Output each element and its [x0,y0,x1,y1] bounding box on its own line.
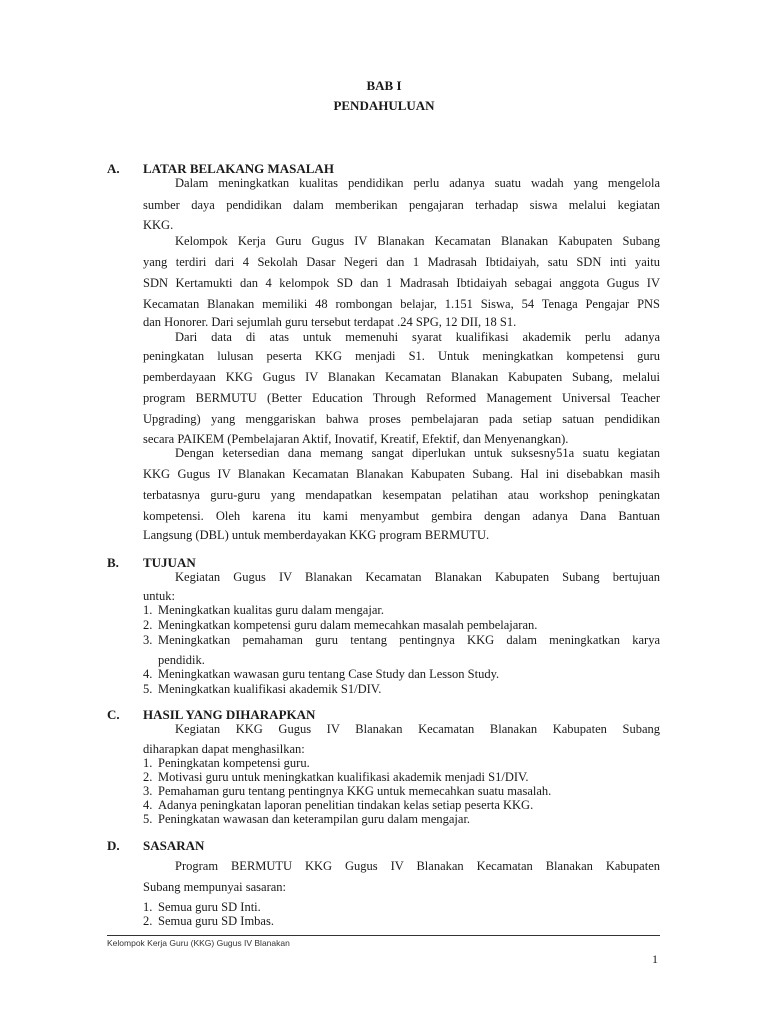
section-d-intro-line: Program BERMUTU KKG Gugus IV Blanakan Kecamatan Blanakan Kabupaten [175,859,660,873]
section-a-letter: A. [107,161,120,176]
section-d-letter: D. [107,838,120,853]
list-item: Peningkatan kompetensi guru. [158,756,310,770]
section-a-paragraph-line: Dari data di atas untuk memenuhi syarat kualifikasi akademik perlu adanya [175,330,660,344]
list-item-number: 5. [143,682,153,696]
footer-divider [107,935,660,936]
section-a-title: LATAR BELAKANG MASALAH [143,161,334,176]
list-item: Semua guru SD Inti. [158,900,261,914]
footer-text: Kelompok Kerja Guru (KKG) Gugus IV Blanakan [107,938,290,948]
section-c-letter: C. [107,707,120,722]
section-d-title: SASARAN [143,838,205,853]
section-a-paragraph-line: Dalam meningkatkan kualitas pendidikan perlu adanya suatu wadah yang mengelola [175,176,660,190]
section-a-paragraph-line: Upgrading) yang menggariskan bahwa proses pembelajaran pada setiap satuan pendidikan [143,412,660,426]
section-a-paragraph-line: kompetensi. Oleh karena itu kami menyambut gembira dengan adanya Dana Bantuan [143,509,660,523]
section-a-paragraph-line: terbatasnya guru-guru yang mendapatkan kesempatan pelatihan atau workshop peningkatan [143,488,660,502]
list-item-number: 5. [143,812,153,826]
list-item-continuation: pendidik. [158,653,205,667]
list-item: Meningkatkan kompetensi guru dalam memecahkan masalah pembelajaran. [158,618,538,632]
section-d-intro-line: Subang mempunyai sasaran: [143,880,287,894]
list-item-number: 2. [143,914,153,928]
page-number: 1 [652,952,658,966]
section-a-paragraph-line: Dengan ketersedian dana memang sangat diperlukan untuk suksesny51a suatu kegiatan [175,446,660,460]
list-item: Motivasi guru untuk meningkatkan kualifikasi akademik menjadi S1/DIV. [158,770,529,784]
list-item: Meningkatkan pemahaman guru tentang pentingnya KKG dalam meningkatkan karya [158,633,660,647]
section-a-paragraph-line: pemberdayaan KKG Gugus IV Blanakan Kecamatan Blanakan Kabupaten Subang, melalui [143,370,660,384]
list-item-number: 1. [143,900,153,914]
section-a-paragraph-line: yang terdiri dari 4 Sekolah Dasar Negeri dan 1 Madrasah Ibtidaiyah, satu SDN inti yaitu [143,255,660,269]
section-b-letter: B. [107,555,119,570]
list-item: Meningkatkan kualitas guru dalam mengajar. [158,603,384,617]
section-b-intro-line: untuk: [143,589,175,603]
chapter-label: BAB I [366,78,402,93]
section-a-paragraph-line: KKG Gugus IV Blanakan Kecamatan Blanakan Kabupaten Subang. Hal ini disebabkan masih [143,467,660,481]
section-a-paragraph-line: Kelompok Kerja Guru Gugus IV Blanakan Kecamatan Blanakan Kabupaten Subang [175,234,660,248]
section-a-paragraph-line: program BERMUTU (Better Education Through Reformed Management Universal Teacher [143,391,660,405]
list-item: Peningkatan wawasan dan keterampilan guru dalam mengajar. [158,812,471,826]
section-c-intro-line: diharapkan dapat menghasilkan: [143,742,305,756]
section-c-intro-line: Kegiatan KKG Gugus IV Blanakan Kecamatan Blanakan Kabupaten Subang [175,722,660,736]
section-a-paragraph-line: KKG. [143,218,174,232]
list-item: Adanya peningkatan laporan penelitian tindakan kelas setiap peserta KKG. [158,798,534,812]
list-item-number: 3. [143,784,153,798]
section-a-paragraph-line: Kecamatan Blanakan memiliki 48 rombongan belajar, 1.151 Siswa, 54 Tenaga Pengajar PNS [143,297,660,311]
list-item-number: 3. [143,633,153,647]
section-a-paragraph-line: peningkatan lulusan peserta KKG menjadi S1. Untuk meningkatkan kompetensi guru [143,349,660,363]
list-item: Meningkatkan wawasan guru tentang Case Study dan Lesson Study. [158,667,500,681]
section-b-title: TUJUAN [143,555,196,570]
list-item-number: 2. [143,618,153,632]
chapter-title: PENDAHULUAN [333,98,435,113]
list-item-number: 4. [143,667,153,681]
section-a-paragraph-line: secara PAIKEM (Pembelajaran Aktif, Inovatif, Kreatif, Efektif, dan Menyenangkan). [143,432,569,446]
section-a-paragraph-line: sumber daya pendidikan dalam memberikan pengajaran terhadap siswa melalui kegiatan [143,198,660,212]
list-item-number: 1. [143,603,153,617]
section-a-paragraph-line: SDN Kertamukti dan 4 kelompok SD dan 1 Madrasah Ibtidaiyah sebagai anggota Gugus IV [143,276,660,290]
section-a-paragraph-line: dan Honorer. Dari sejumlah guru tersebut terdapat .24 SPG, 12 DII, 18 S1. [143,315,517,329]
list-item-number: 4. [143,798,153,812]
list-item: Pemahaman guru tentang pentingnya KKG untuk memecahkan suatu masalah. [158,784,552,798]
list-item: Meningkatkan kualifikasi akademik S1/DIV. [158,682,382,696]
list-item: Semua guru SD Imbas. [158,914,274,928]
section-a-paragraph-line: Langsung (DBL) untuk memberdayakan KKG program BERMUTU. [143,528,490,542]
list-item-number: 1. [143,756,153,770]
section-c-title: HASIL YANG DIHARAPKAN [143,707,316,722]
section-b-intro-line: Kegiatan Gugus IV Blanakan Kecamatan Blanakan Kabupaten Subang bertujuan [175,570,660,584]
list-item-number: 2. [143,770,153,784]
